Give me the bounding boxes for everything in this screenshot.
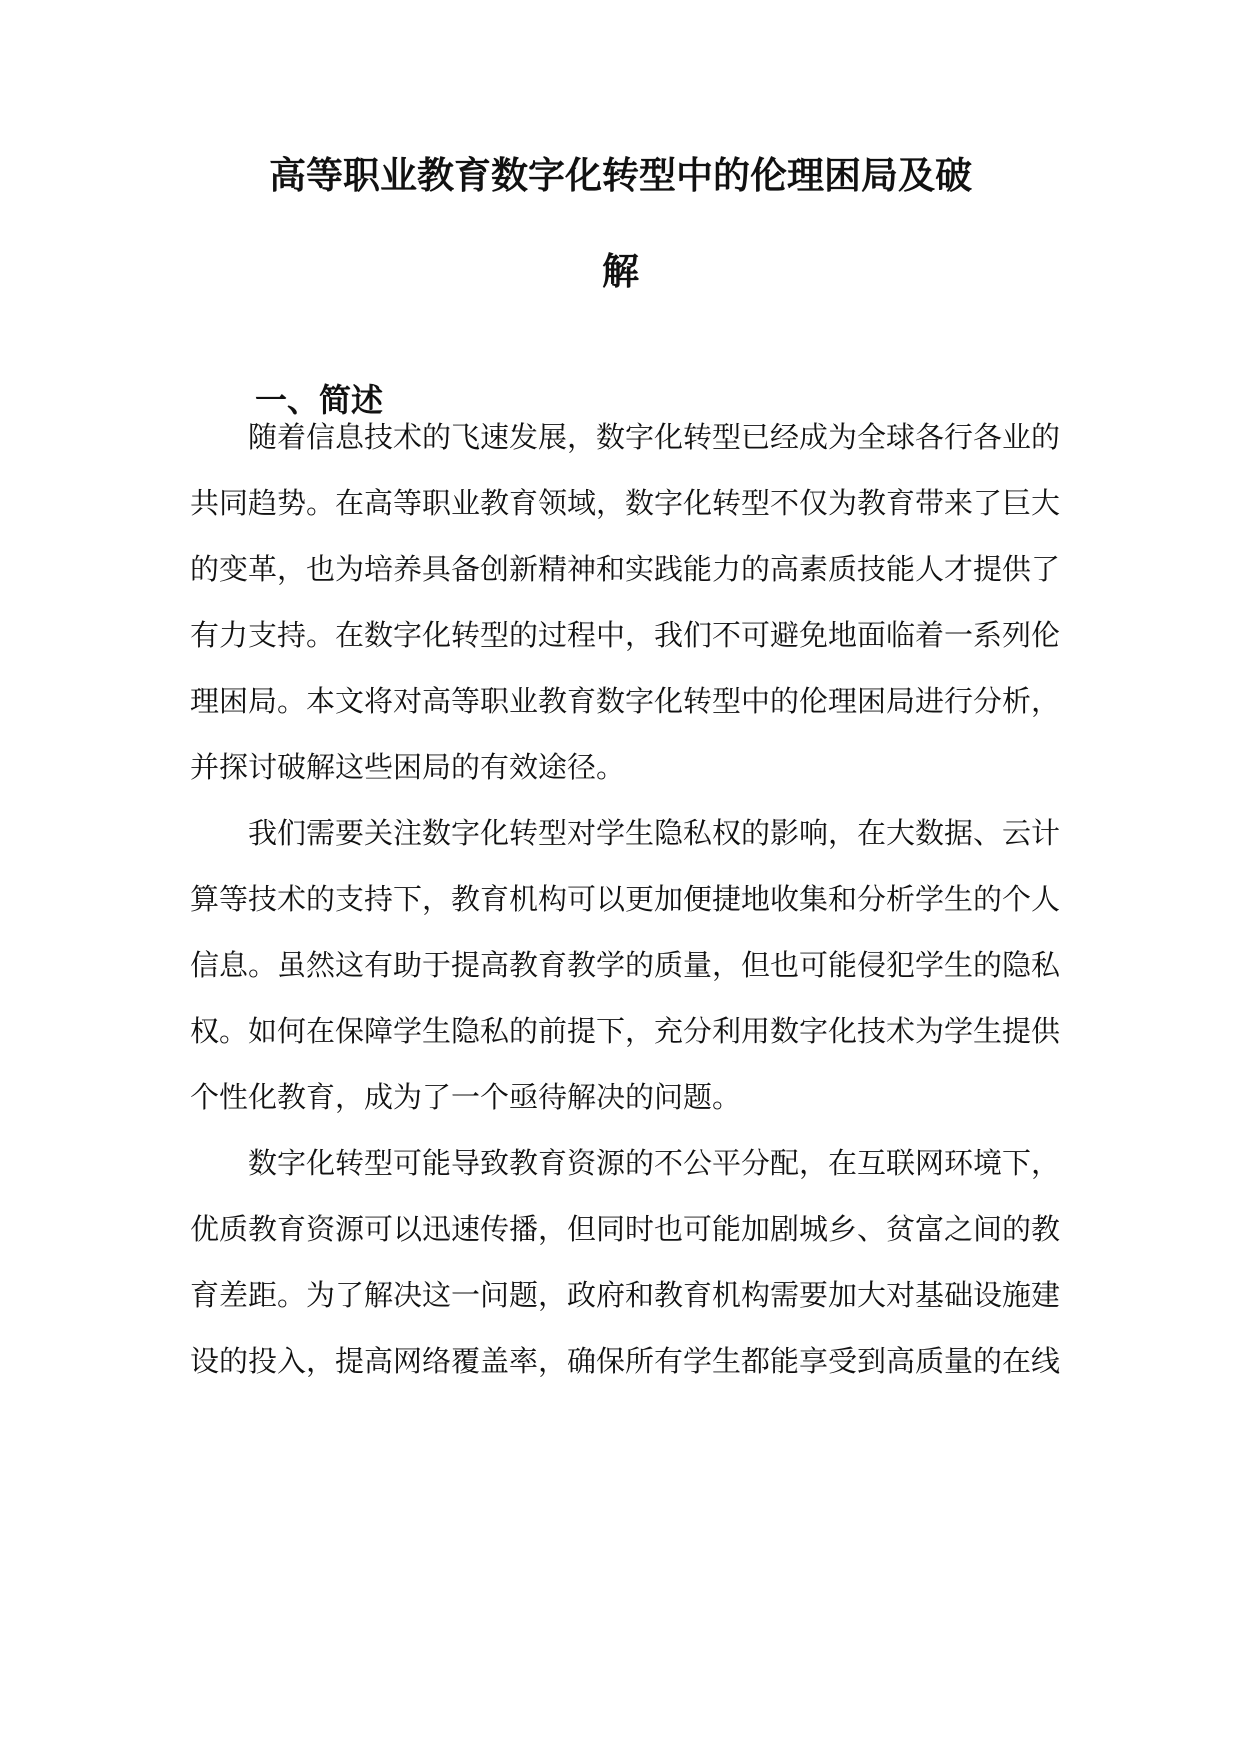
body-line: 信息。虽然这有助于提高教育教学的质量，但也可能侵犯学生的隐私 (190, 948, 1061, 982)
body-line: 有力支持。在数字化转型的过程中，我们不可避免地面临着一系列伦 (190, 618, 1061, 652)
body-line: 理困局。本文将对高等职业教育数字化转型中的伦理困局进行分析， (190, 684, 1061, 718)
body-line: 共同趋势。在高等职业教育领域，数字化转型不仅为教育带来了巨大 (190, 486, 1061, 520)
body-line: 并探讨破解这些困局的有效途径。 (190, 750, 626, 784)
body-line: 个性化教育，成为了一个亟待解决的问题。 (190, 1080, 742, 1114)
document-title-line-2: 解 (602, 249, 639, 293)
body-line: 我们需要关注数字化转型对学生隐私权的影响，在大数据、云计 (248, 816, 1061, 850)
body-line: 随着信息技术的飞速发展，数字化转型已经成为全球各行各业的 (248, 420, 1061, 454)
body-line: 的变革，也为培养具备创新精神和实践能力的高素质技能人才提供了 (190, 552, 1061, 586)
body-line: 育差距。为了解决这一问题，政府和教育机构需要加大对基础设施建 (190, 1278, 1061, 1312)
body-line: 设的投入，提高网络覆盖率，确保所有学生都能享受到高质量的在线 (190, 1344, 1061, 1378)
body-line: 数字化转型可能导致教育资源的不公平分配，在互联网环境下， (248, 1146, 1061, 1180)
body-line: 优质教育资源可以迅速传播，但同时也可能加剧城乡、贫富之间的教 (190, 1212, 1061, 1246)
section-heading: 一、简述 (255, 381, 384, 419)
body-line: 权。如何在保障学生隐私的前提下，充分利用数字化技术为学生提供 (190, 1014, 1061, 1048)
document-title-line-1: 高等职业教育数字化转型中的伦理困局及破 (269, 153, 972, 197)
body-line: 算等技术的支持下，教育机构可以更加便捷地收集和分析学生的个人 (190, 882, 1061, 916)
